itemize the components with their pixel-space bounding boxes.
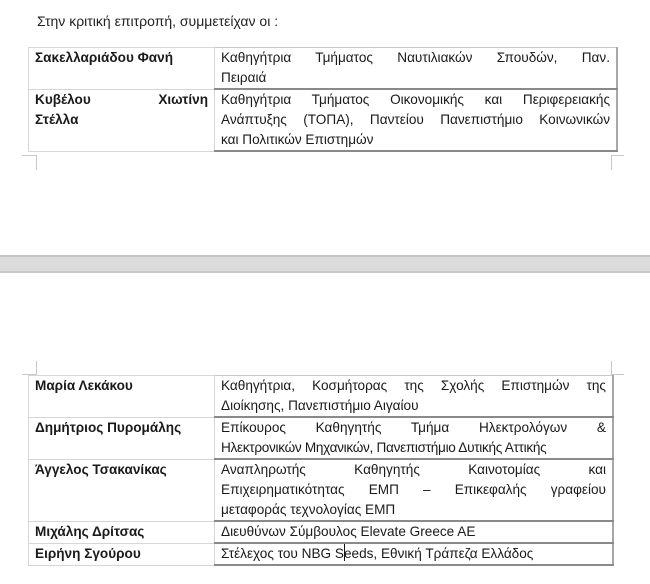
committee-table-top <box>28 47 618 152</box>
member-name-line <box>35 90 208 110</box>
intro-paragraph: Στην κριτική επιτροπή, συμμετείχαν οι : <box>37 13 279 29</box>
role-line: Διοίκησης, Πανεπιστήμιο Αιγαίου <box>221 398 419 413</box>
table-row <box>29 376 614 418</box>
page-corner-mark <box>611 155 612 170</box>
member-name-text: Κυβέλου <box>35 91 91 107</box>
role-line: Καθηγήτρια, Κοσμήτορας της Σχολής Επιστημών της <box>221 378 606 393</box>
member-name-text: Ειρήνη Σγούρου <box>35 545 141 561</box>
page-corner-mark <box>22 155 36 156</box>
table-row <box>29 543 614 565</box>
member-role[interactable] <box>215 459 614 521</box>
document-page-1 <box>0 0 650 255</box>
role-line: Καθηγήτρια Τμήματος Ναυτιλιακών Σπουδών, Παν. <box>221 50 610 65</box>
member-name[interactable] <box>29 417 215 459</box>
table-row <box>29 521 614 543</box>
role-text: Στέλεχος του NBG S <box>221 546 344 561</box>
role-line: Διευθύνων Σύμβουλος Elevate Greece AE <box>221 524 476 539</box>
table-row <box>29 48 618 90</box>
member-name[interactable] <box>29 521 215 543</box>
role-line[interactable] <box>221 544 606 564</box>
page-corner-mark <box>36 361 37 375</box>
member-name-text: Στέλλα <box>35 111 79 127</box>
role-line: Πειραιά <box>221 70 267 85</box>
member-role[interactable] <box>215 89 618 151</box>
member-name-text: Χιωτίνη <box>158 91 208 107</box>
member-role[interactable] <box>215 521 614 543</box>
role-line: Επιχειρηματικότητας ΕΜΠ – Επικεφαλής γραφείου <box>221 482 606 497</box>
page-separator <box>0 255 650 273</box>
member-role[interactable] <box>215 543 614 565</box>
role-line: και Πολιτικών Επιστημών <box>221 132 374 147</box>
member-name-text: Δημήτριος Πυρομάλης <box>35 419 182 435</box>
role-line: Καθηγήτρια Τμήματος Οικονομικής και Περιφερειακής <box>221 92 610 107</box>
role-text: eeds, Εθνική Τράπεζα Ελλάδος <box>343 546 534 561</box>
role-line: Αναπληρωτής Καθηγητής Καινοτομίας και <box>221 462 606 477</box>
page-corner-mark <box>36 155 37 170</box>
role-line: Ανάπτυξης (ΤΟΠΑ), Παντείου Πανεπιστήμιο Κοινωνικών <box>221 112 610 127</box>
page-corner-mark <box>611 155 624 156</box>
member-name-text: Μαρία Λεκάκου <box>35 378 133 393</box>
table-row <box>29 417 614 459</box>
member-name[interactable] <box>29 89 215 151</box>
member-name[interactable] <box>29 376 215 418</box>
member-name[interactable] <box>29 459 215 521</box>
page-corner-mark <box>611 361 612 375</box>
member-name-text: Άγγελος Τσακανίκας <box>35 461 167 477</box>
member-name[interactable] <box>29 48 215 90</box>
member-role[interactable] <box>215 48 618 90</box>
role-line: Επίκουρος Καθηγητής Τμήμα Ηλεκτρολόγων & <box>221 420 606 435</box>
committee-table-bottom <box>28 375 614 566</box>
table-row <box>29 459 614 521</box>
role-line: μεταφοράς τεχνολογίας ΕΜΠ <box>221 502 396 517</box>
member-name-text: Σακελλαριάδου Φανή <box>35 50 174 65</box>
table-row <box>29 89 618 151</box>
member-role[interactable] <box>215 417 614 459</box>
member-name-text: Μιχάλης Δρίτσας <box>35 523 145 539</box>
role-line: Ηλεκτρονικών Μηχανικών, Πανεπιστήμιο Δυτικής Αττικής <box>221 440 547 455</box>
member-name[interactable] <box>29 543 215 565</box>
member-role[interactable] <box>215 376 614 418</box>
